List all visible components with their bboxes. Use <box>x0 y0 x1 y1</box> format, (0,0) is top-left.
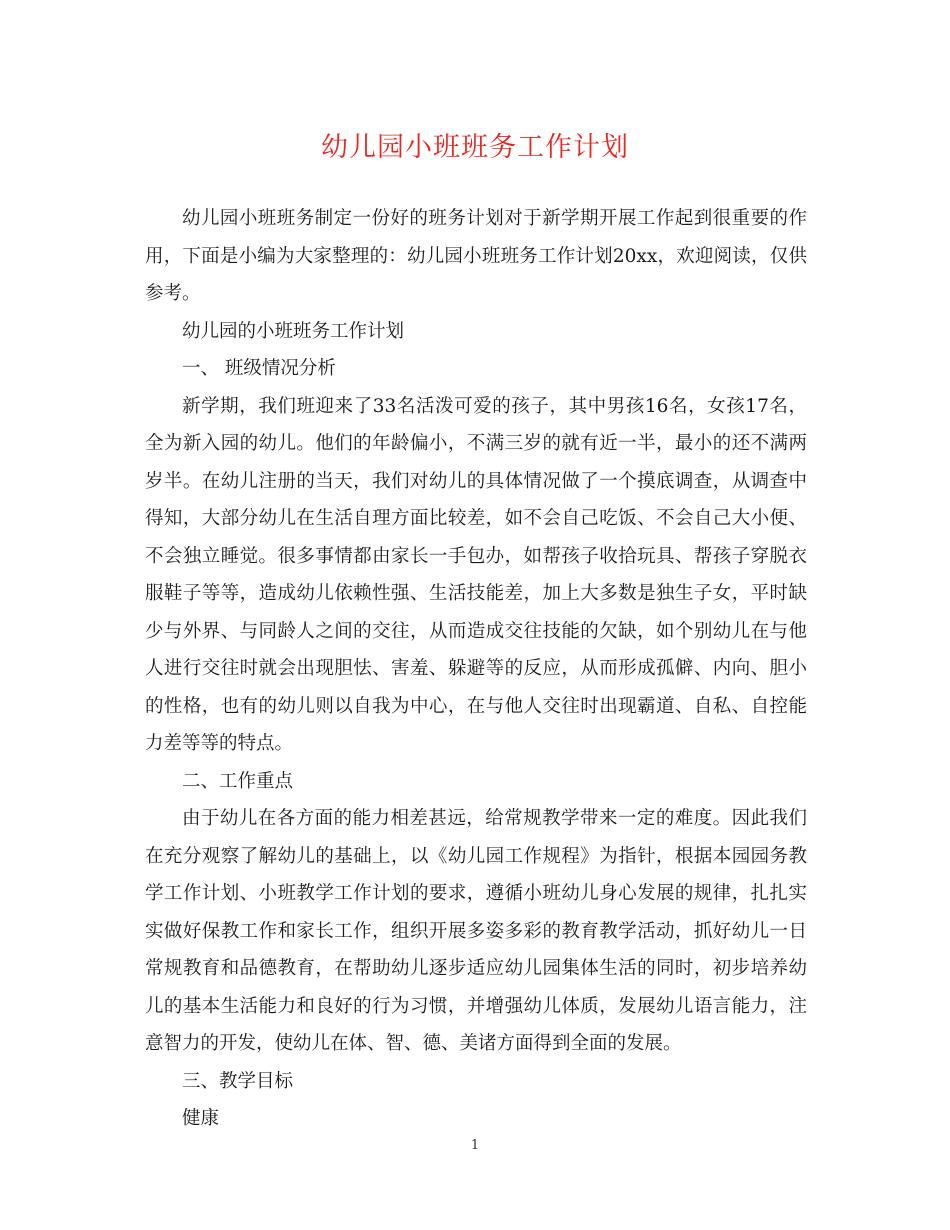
paragraph-subtitle: 幼儿园的小班班务工作计划 <box>182 320 405 342</box>
paragraph-work-focus: 由于幼儿在各方面的能力相差甚远，给常规教学带来一定的难度。因此我们在充分观察了解幼儿的基础上，以《幼儿园工作规程》为指针，根据本园园务教学工作计划、小班教学工作计划的要求，遵循小班幼儿身心发展的规律，扎扎实实做好保教工作和家长工作，组织开展多姿多彩的教育教学活动，抓好幼儿一日常规教育和品德教育，在帮助幼儿逐步适应幼儿园集体生活的同时，初步培养幼儿的基本生活能力和良好的行为习惯，并增强幼儿体质，发展幼儿语言能力，注意智力的开发，使幼儿在体、智、德、美诸方面得到全面的发展。 <box>145 808 807 1054</box>
paragraph-intro: 幼儿园小班班务制定一份好的班务计划对于新学期开展工作起到很重要的作用，下面是小编为大家整理的：幼儿园小班班务工作计划20xx，欢迎阅读，仅供参考。 <box>145 208 807 304</box>
document-body <box>145 200 807 1138</box>
paragraph-class-analysis: 新学期，我们班迎来了33名活泼可爱的孩子，其中男孩16名，女孩17名，全为新入园的幼儿。他们的年龄偏小，不满三岁的就有近一半，最小的还不满两岁半。在幼儿注册的当天，我们对幼儿的具体情况做了一个摸底调查，从调查中得知，大部分幼儿在生活自理方面比较差，如不会自己吃饭、不会自己大小便、不会独立睡觉。很多事情都由家长一手包办，如帮孩子收拾玩具、帮孩子穿脱衣服鞋子等等，造成幼儿依赖性强、生活技能差，加上大多数是独生子女，平时缺少与外界、与同龄人之间的交往，从而造成交往技能的欠缺，如个别幼儿在与他人进行交往时就会出现胆怯、害羞、躲避等的反应，从而形成孤僻、内向、胆小的性格，也有的幼儿则以自我为中心，在与他人交往时出现霸道、自私、自控能力差等等的特点。 <box>145 395 807 754</box>
section-heading-work-focus: 二、工作重点 <box>182 770 294 792</box>
page-number: 1 <box>470 1138 480 1153</box>
document-title: 幼儿园小班班务工作计划 <box>321 132 629 163</box>
subheading-health: 健康 <box>182 1108 220 1129</box>
section-heading-teaching-goals: 三、教学目标 <box>182 1070 294 1092</box>
section-heading-class-analysis: 一、 班级情况分析 <box>182 358 336 379</box>
